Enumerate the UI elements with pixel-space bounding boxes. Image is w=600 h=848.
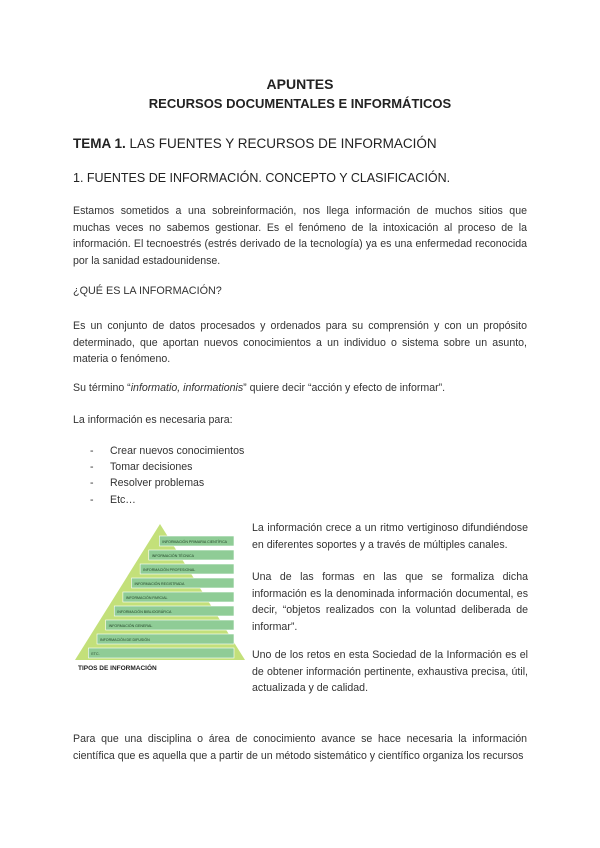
pyramid-level-label: INFORMACIÓN DE DIFUSIÓN [100, 638, 150, 642]
paragraph-overload: Estamos sometidos a una sobreinformación, nos llega información de muchos sitios que muchas veces no sabemos gestionar. Es el fenómeno de la intoxicación al proceso de la información. El tecnoestrés (estrés derivado de la tecnología) ya es una enfermedad reconocida por la sanidad estadounidense. [73, 205, 527, 267]
document-subtitle: RECURSOS DOCUMENTALES E INFORMÁTICOS [148, 96, 452, 111]
term-prefix: Su término “ [73, 382, 131, 394]
figure-caption: TIPOS DE INFORMACIÓN [78, 665, 157, 672]
information-types-pyramid [70, 522, 250, 672]
paragraph-scientific: Para que una disciplina o área de conocimiento avance se hace necesaria la información científica que es aquella que a partir de un método sistemático y científico organiza los recursos [73, 733, 527, 762]
list-item: - Resolver problemas [90, 475, 244, 491]
list-item: - Crear nuevos conocimientos [90, 443, 244, 459]
topic-heading [73, 136, 437, 151]
pyramid-level-label: INFORMACIÓN PROFESIONAL [143, 568, 196, 572]
paragraph-challenges: Uno de los retos en esta Sociedad de la Información es el de obtener información pertinente, exhaustiva precisa, útil, actualizada y de calidad. [252, 649, 528, 694]
pyramid-level-label: ETC. [91, 652, 100, 656]
paragraph-necessity: La información es necesaria para: [73, 414, 233, 426]
pyramid-level-label: INFORMACIÓN BIBLIOGRÁFICA [117, 610, 172, 614]
term-italic: informatio, informationis [130, 382, 244, 394]
pyramid-level-label: INFORMACIÓN GENERAL [108, 624, 153, 628]
pyramid-level-label: INFORMACIÓN TÉCNICA [151, 554, 195, 558]
paragraph-definition: Es un conjunto de datos procesados y ordenados para su comprensión y con un propósito determinado, que aportan nuevos conocimientos a un individuo o sistema sobre un asunto, materia o fenómeno. [73, 320, 527, 365]
pyramid-level-label: INFORMACIÓN REGISTRADA [134, 582, 185, 586]
list-item: - Etc… [90, 492, 244, 508]
pyramid-level-label: INFORMACIÓN PRIMARIA CIENTÍFICA [162, 540, 228, 544]
paragraph-term [73, 380, 527, 397]
question-heading: ¿QUÉ ES LA INFORMACIÓN? [73, 285, 222, 297]
topic-label: TEMA 1. [73, 136, 126, 151]
pyramid-levels [88, 536, 234, 658]
term-suffix: ” quiere decir “acción y efecto de informar”. [243, 382, 446, 394]
needs-list [90, 443, 244, 508]
list-item: - Tomar decisiones [90, 459, 244, 475]
paragraph-documental: Una de las formas en las que se formaliza dicha información es la denominada información documental, es decir, “objetos realizados con la voluntad deliberada de informar”. [252, 571, 528, 633]
paragraph-growth: La información crece a un ritmo vertiginoso difundiéndose en diferentes soportes y a través de múltiples canales. [252, 522, 528, 551]
topic-text: LAS FUENTES Y RECURSOS DE INFORMACIÓN [125, 136, 437, 151]
pyramid-level-bar [88, 648, 234, 658]
section-heading: 1. FUENTES DE INFORMACIÓN. CONCEPTO Y CLASIFICACIÓN. [73, 171, 451, 185]
pyramid-level-label: INFORMACIÓN PARCIAL [125, 596, 168, 600]
document-title: APUNTES [266, 76, 334, 92]
